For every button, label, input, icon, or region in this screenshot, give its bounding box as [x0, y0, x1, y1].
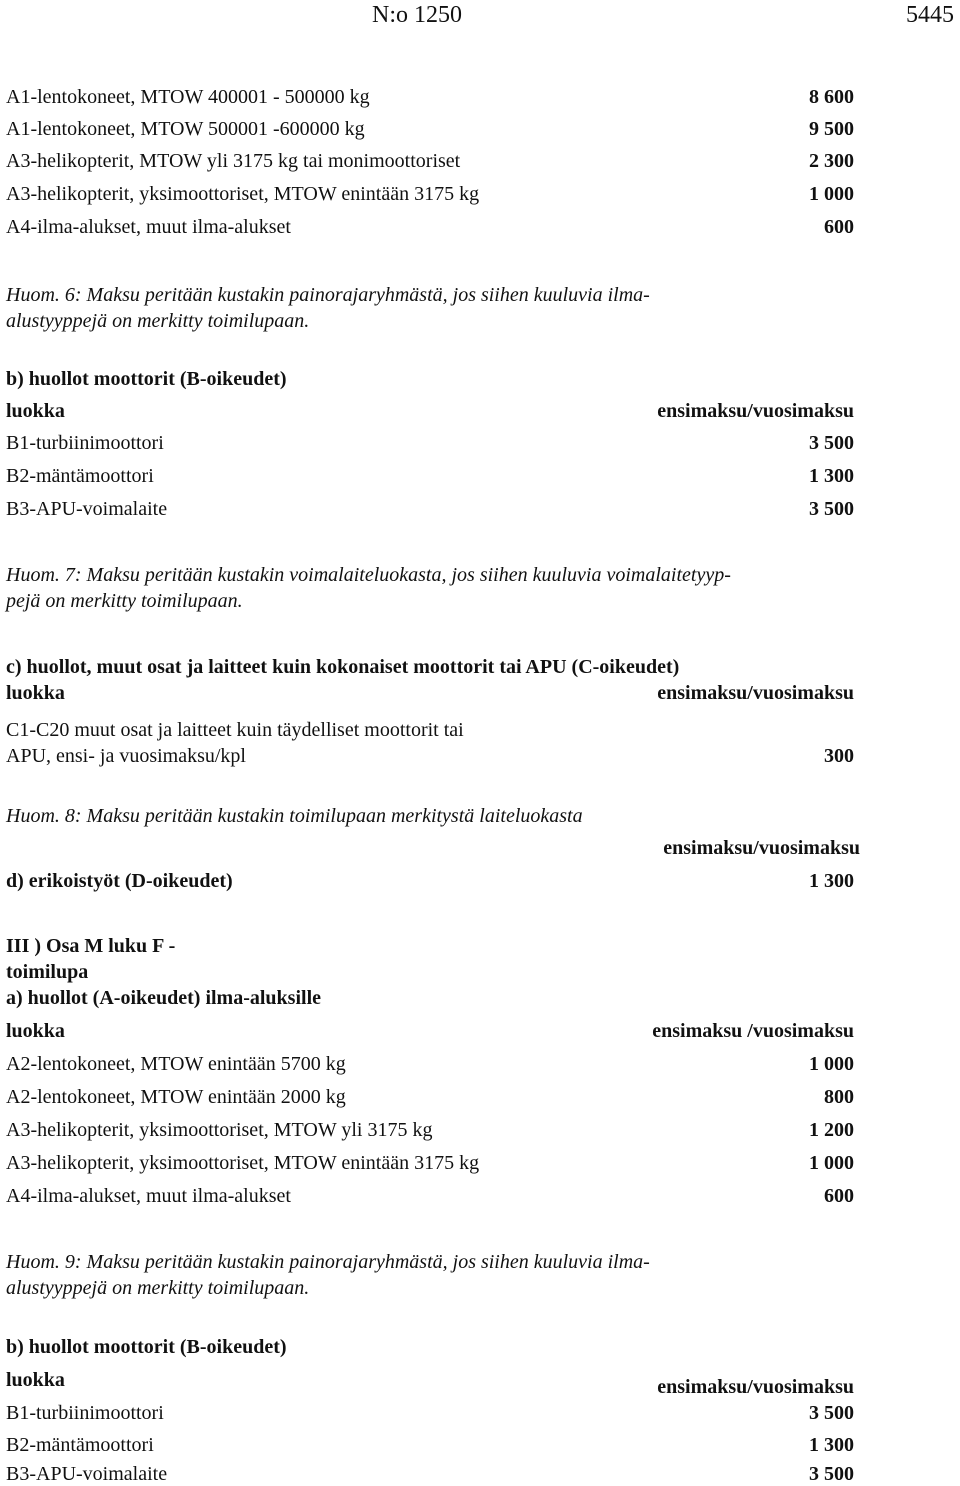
table-row-value: 3 500	[809, 1402, 854, 1424]
note-line: alustyyppejä on merkitty toimilupaan.	[6, 1277, 310, 1299]
table-row-label: A4-ilma-alukset, muut ilma-alukset	[6, 1185, 291, 1207]
table-row-value: 800	[824, 1086, 854, 1108]
column-header-left: luokka	[6, 1020, 65, 1042]
note-line: Huom. 7: Maksu peritään kustakin voimalaiteluokasta, jos siihen kuuluvia voimalaitetyyp-	[6, 564, 731, 586]
table-row-value: 1 200	[809, 1119, 854, 1141]
note-line: Huom. 8: Maksu peritään kustakin toimilupaan merkitystä laiteluokasta	[6, 805, 583, 827]
section-title: b) huollot moottorit (B-oikeudet)	[6, 368, 287, 390]
table-row-label: B3-APU-voimalaite	[6, 1463, 168, 1485]
table-row-label: A3-helikopterit, MTOW yli 3175 kg tai monimoottoriset	[6, 150, 461, 172]
table-row-value: 3 500	[809, 1463, 854, 1485]
table-row-label: A1-lentokoneet, MTOW 500001 -600000 kg	[6, 118, 365, 140]
page-number-right: 5445	[906, 2, 954, 28]
table-row-value: 600	[824, 216, 854, 238]
column-header-left: luokka	[6, 1369, 65, 1391]
table-row-value: 1 300	[809, 465, 854, 487]
table-row-value: 1 300	[809, 1434, 854, 1456]
table-row-value: 2 300	[809, 150, 854, 172]
table-row-value: 3 500	[809, 432, 854, 454]
table-row-label: A3-helikopterit, yksimoottoriset, MTOW enintään 3175 kg	[6, 183, 480, 205]
table-row-label: A3-helikopterit, yksimoottoriset, MTOW enintään 3175 kg	[6, 1152, 480, 1174]
table-row-value: 1 000	[809, 183, 854, 205]
table-row-label: B1-turbiinimoottori	[6, 1402, 164, 1424]
note-line: Huom. 9: Maksu peritään kustakin painorajaryhmästä, jos siihen kuuluvia ilma-	[6, 1251, 650, 1273]
note-line: Huom. 6: Maksu peritään kustakin painorajaryhmästä, jos siihen kuuluvia ilma-	[6, 284, 650, 306]
table-row-label: B1-turbiinimoottori	[6, 432, 164, 454]
table-row-label: C1-C20 muut osat ja laitteet kuin täydelliset moottorit tai	[6, 719, 464, 741]
page-number-left: N:o 1250	[372, 2, 462, 28]
table-row-value: 300	[824, 745, 854, 767]
table-row-value: 1 000	[809, 1152, 854, 1174]
section-title: III ) Osa M luku F -	[6, 935, 176, 957]
table-row-label: APU, ensi- ja vuosimaksu/kpl	[6, 745, 246, 767]
column-header-right: ensimaksu/vuosimaksu	[657, 682, 854, 704]
table-row-label: B3-APU-voimalaite	[6, 498, 168, 520]
section-title: b) huollot moottorit (B-oikeudet)	[6, 1336, 287, 1358]
table-row-label: A2-lentokoneet, MTOW enintään 2000 kg	[6, 1086, 346, 1108]
table-row-label: A2-lentokoneet, MTOW enintään 5700 kg	[6, 1053, 346, 1075]
section-title: d) erikoistyöt (D-oikeudet)	[6, 870, 233, 892]
section-title: toimilupa	[6, 961, 89, 983]
table-row-value: 8 600	[809, 86, 854, 108]
table-row-label: A3-helikopterit, yksimoottoriset, MTOW yli 3175 kg	[6, 1119, 433, 1141]
column-header-left: luokka	[6, 682, 65, 704]
column-header-right: ensimaksu /vuosimaksu	[652, 1020, 854, 1042]
table-row-value: 1 300	[809, 870, 854, 892]
section-title: c) huollot, muut osat ja laitteet kuin kokonaiset moottorit tai APU (C-oikeudet)	[6, 656, 680, 678]
table-row-value: 9 500	[809, 118, 854, 140]
section-subtitle: a) huollot (A-oikeudet) ilma-aluksille	[6, 987, 322, 1009]
column-header-left: luokka	[6, 400, 65, 422]
table-row-label: A1-lentokoneet, MTOW 400001 - 500000 kg	[6, 86, 370, 108]
table-row-value: 1 000	[809, 1053, 854, 1075]
table-row-label: B2-mäntämoottori	[6, 465, 154, 487]
table-row-value: 3 500	[809, 498, 854, 520]
table-row-label: B2-mäntämoottori	[6, 1434, 154, 1456]
table-row-value: 600	[824, 1185, 854, 1207]
column-header-right: ensimaksu/vuosimaksu	[663, 837, 860, 859]
column-header-right: ensimaksu/vuosimaksu	[657, 400, 854, 422]
note-line: alustyyppejä on merkitty toimilupaan.	[6, 310, 310, 332]
table-row-label: A4-ilma-alukset, muut ilma-alukset	[6, 216, 291, 238]
column-header-right: ensimaksu/vuosimaksu	[657, 1376, 854, 1398]
note-line: pejä on merkitty toimilupaan.	[6, 590, 243, 612]
